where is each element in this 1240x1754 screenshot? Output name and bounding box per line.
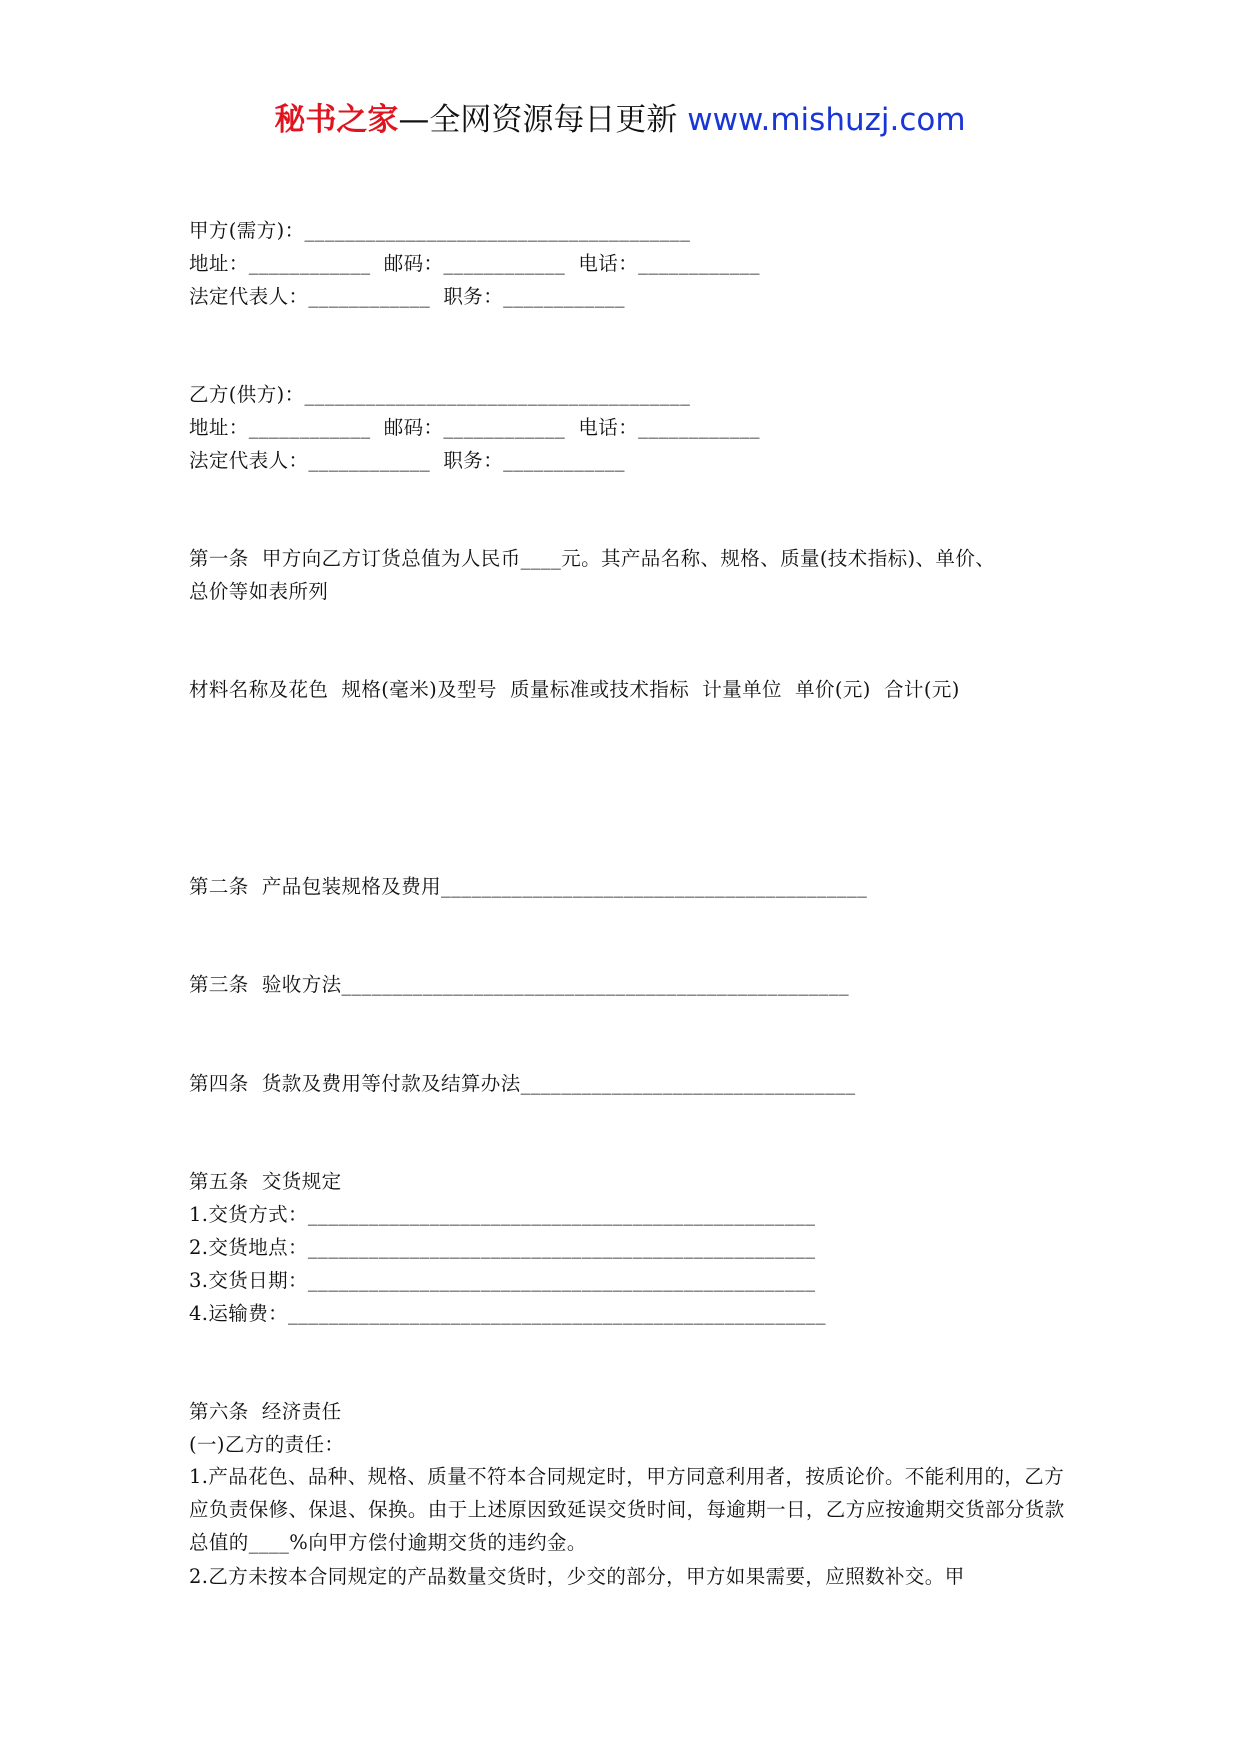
banner-tagline: —全网资源每日更新: [398, 102, 678, 138]
article-4: 第四条 货款及费用等付款及结算办法_________________________________: [189, 1072, 856, 1095]
article-6-title: 第六条 经济责任: [189, 1400, 342, 1423]
article-6-subtitle: (一)乙方的责任：: [189, 1433, 345, 1456]
article-1-line-2: 总价等如表所列: [189, 580, 329, 603]
article-5-item-3: 3.交货日期：__________________________________________________: [189, 1269, 816, 1292]
article-1-line-1: 第一条 甲方向乙方订货总值为人民币____元。其产品名称、规格、质量(技术指标)、单价、: [189, 547, 996, 570]
banner-url[interactable]: www.mishuzj.com: [687, 102, 966, 138]
article-2: 第二条 产品包装规格及费用__________________________________________: [189, 875, 868, 898]
party-b-contact-line: 地址：____________ 邮码：____________ 电话：____________: [189, 416, 760, 439]
party-a-rep-line: 法定代表人：____________ 职务：____________: [189, 285, 625, 308]
article-6-paragraph-2: 2.乙方未按本合同规定的产品数量交货时，少交的部分，甲方如果需要，应照数补交。甲: [189, 1565, 965, 1588]
party-a-contact-line: 地址：____________ 邮码：____________ 电话：____________: [189, 252, 760, 275]
article-6-paragraph-1: 1.产品花色、品种、规格、质量不符本合同规定时，甲方同意利用者，按质论价。不能利用的，乙方应负责保修、保退、保换。由于上述原因致延误交货时间，每逾期一日，乙方应按逾期交货部分货款总值的____%向甲方偿付逾期交货的违约金。: [189, 1465, 1065, 1554]
party-b-rep-line: 法定代表人：____________ 职务：____________: [189, 449, 625, 472]
article-5-item-2: 2.交货地点：__________________________________________________: [189, 1236, 816, 1259]
banner-brand: 秘书之家: [274, 102, 399, 138]
article-5-item-4: 4.运输费：_____________________________________________________: [189, 1302, 826, 1325]
article-5-item-1: 1.交货方式：__________________________________________________: [189, 1203, 816, 1226]
site-banner: [0, 98, 1240, 142]
party-b-name-line: 乙方(供方)：______________________________________: [189, 383, 691, 406]
party-a-name-line: 甲方(需方)：______________________________________: [189, 219, 691, 242]
product-table-header: 材料名称及花色 规格(毫米)及型号 质量标准或技术指标 计量单位 单价(元) 合计(元): [189, 678, 960, 701]
article-3: 第三条 验收方法__________________________________________________: [189, 973, 849, 996]
article-5-title: 第五条 交货规定: [189, 1170, 342, 1193]
